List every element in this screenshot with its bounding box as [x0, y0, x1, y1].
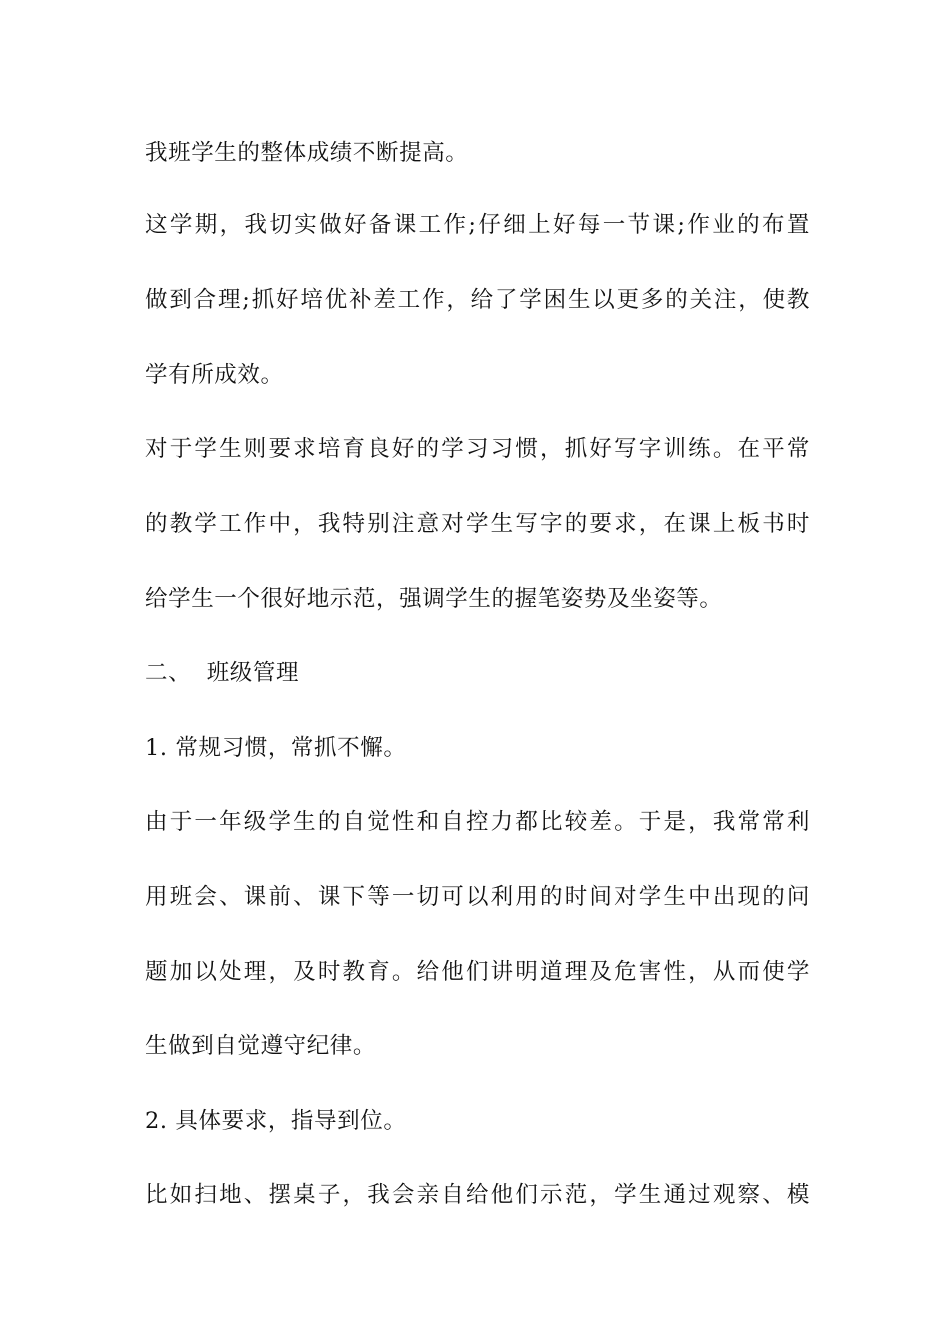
text-line: 的教学工作中，我特别注意对学生写字的要求，在课上板书时 [145, 511, 810, 537]
text-line: 学有所成效。 [145, 362, 284, 388]
text-line: 题加以处理，及时教育。给他们讲明道理及危害性，从而使学 [145, 959, 810, 985]
subsection-heading: 1. 常规习惯，常抓不懈。 [145, 735, 407, 761]
text-line: 用班会、课前、课下等一切可以利用的时间对学生中出现的问 [145, 884, 810, 910]
text-line: 这学期，我切实做好备课工作;仔细上好每一节课;作业的布置 [145, 212, 810, 238]
section-heading: 二、 班级管理 [145, 660, 300, 686]
subsection-heading: 2. 具体要求，指导到位。 [145, 1108, 407, 1134]
text-line: 做到合理;抓好培优补差工作，给了学困生以更多的关注，使教 [145, 287, 810, 313]
text-line: 由于一年级学生的自觉性和自控力都比较差。于是，我常常利 [145, 809, 810, 835]
text-line: 对于学生则要求培育良好的学习习惯，抓好写字训练。在平常 [145, 436, 810, 462]
text-line: 生做到自觉遵守纪律。 [145, 1033, 377, 1059]
text-line: 比如扫地、摆桌子，我会亲自给他们示范，学生通过观察、模 [145, 1182, 810, 1208]
text-line: 我班学生的整体成绩不断提高。 [145, 140, 469, 166]
text-line: 给学生一个很好地示范，强调学生的握笔姿势及坐姿等。 [145, 586, 723, 612]
